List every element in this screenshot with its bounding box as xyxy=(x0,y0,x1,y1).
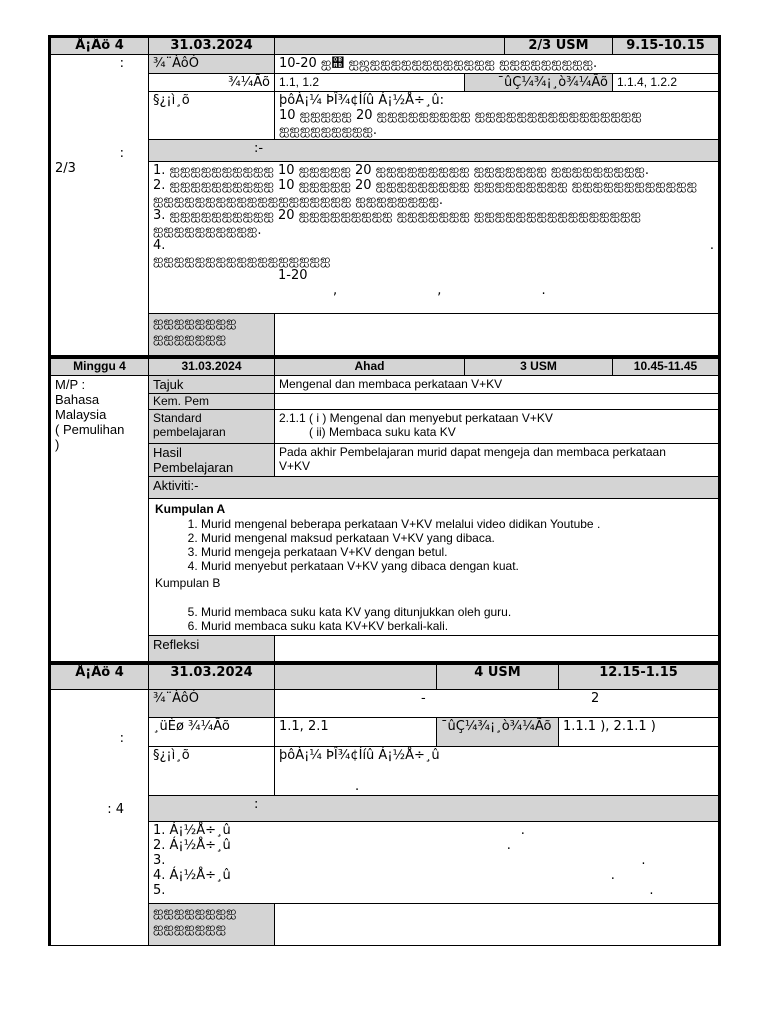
lesson-header-2 xyxy=(50,358,720,376)
week-cell: Å¡Ãö 4 xyxy=(50,664,149,690)
standard-label xyxy=(149,410,275,444)
day-cell xyxy=(275,664,437,690)
activity-item: 5. Murid membaca suku kata KV yang ditunjukkan oleh guru. xyxy=(201,605,712,619)
reflection-value xyxy=(275,904,720,946)
activity-list xyxy=(149,499,720,636)
standard-label-line: pembelajaran xyxy=(153,425,226,439)
left-line: M/P : xyxy=(55,377,86,392)
lesson-header-3 xyxy=(50,664,720,690)
group-b-list xyxy=(155,605,712,633)
left-line: Malaysia xyxy=(55,407,107,422)
activity-item: 1. Murid mengenal beberapa perkataan V+KV melalui video didikan Youtube . xyxy=(201,517,712,531)
class-cell: 2/3 USM xyxy=(505,37,613,55)
topic-value xyxy=(275,690,720,718)
standard-value: 1.1, 1.2 xyxy=(275,74,465,92)
standard-label: ¸üÈø ¾¼Ãõ xyxy=(149,718,275,747)
activity-label: :- xyxy=(149,140,720,162)
activity-item: 2. ஐஐஐஐஐஐஐஐஐஐ 10 ஐஐஐஐஐ 20 ஐஐஐஐஐஐஐஐஐ ஐஐஐஐஐஐஐஐஐ ஐஐஐஐஐஐஐஐஐஐஐஐ xyxy=(153,178,698,193)
objective-label: §¿¡ì¸õ xyxy=(149,92,275,140)
subject-info-cell xyxy=(50,376,149,662)
activity-item: 3. Murid mengeja perkataan V+KV dengan betul. xyxy=(201,545,712,559)
day-cell xyxy=(275,37,505,55)
class-cell: 3 USM xyxy=(465,358,613,376)
standard-value xyxy=(275,410,720,444)
topic-label: Tajuk xyxy=(149,376,275,394)
standard-value: 1.1, 2.1 xyxy=(275,718,437,747)
topic-label: ¾¨ÀôÒ xyxy=(149,55,275,74)
reflection-label: Refleksi xyxy=(149,636,275,662)
left-line: : xyxy=(119,731,124,746)
activity-list: 1. ஐஐஐஐஐஐஐஐஐஐ 10 ஐஐஐஐஐ 20 ஐஐஐஐஐஐஐஐஐ ஐஐஐஐஐஐஐ ஐஐஐஐஐஐஐஐஐ. 2. ஐஐஐஐஐஐஐஐஐஐ 10 ஐஐஐஐஐ 20 ஐஐஐஐஐஐஐஐஐ ஐஐஐஐஐஐஐஐஐ ஐஐஐஐஐஐஐஐஐஐஐஐ ஐஐஐஐஐஐஐஐஐஐஐஐஐஐஐஐஐஐஐ ஐஐஐஐஐஐஐஐ. 3. ஐஐஐஐஐஐஐஐஐஐ 20 ஐஐஐஐஐஐஐஐஐ ஐஐஐஐஐஐஐ ஐஐஐஐஐஐஐஐஐஐஐஐஐஐஐஐ ஐஐஐஐஐஐஐஐஐஐ. 4. . ஐஐஐஐஐஐஐஐஐஐஐஐஐஐஐஐஐ 1-20 , , . xyxy=(149,162,720,314)
subject-info-cell xyxy=(50,55,149,356)
reflection-value xyxy=(275,314,720,356)
week-cell: Minggu 4 xyxy=(50,358,149,376)
reflection-value xyxy=(275,636,720,662)
objective-value-line: Pada akhir Pembelajaran murid dapat mengeja dan membaca perkataan xyxy=(279,445,666,459)
day-cell: Ahad xyxy=(275,358,465,376)
left-line: ( Pemulihan xyxy=(55,422,125,437)
objective-value xyxy=(275,92,720,140)
objective-value: þôÀ¡¼ ÞÎ¾¢Ííû Á¡½Å÷¸û . xyxy=(275,747,720,796)
topic-dash: - xyxy=(421,691,426,706)
topic-number: 2 xyxy=(591,691,600,706)
time-cell: 12.15-1.15 xyxy=(559,664,720,690)
activity-item: 1-20 xyxy=(278,268,308,283)
subject-info-cell xyxy=(50,690,149,946)
activity-item: 1. ஐஐஐஐஐஐஐஐஐஐ 10 ஐஐஐஐஐ 20 ஐஐஐஐஐஐஐஐஐ ஐஐஐஐஐஐஐ ஐஐஐஐஐஐஐஐஐ. xyxy=(153,163,649,178)
activity-list: 1. Á¡½Å÷¸û . 2. Á¡½Å÷¸û . 3. . 4. Á¡½Å÷¸û . 5. . xyxy=(149,822,720,904)
learning-standard-label: ¯ûÇ¼¾¡¸ò¾¼Ãõ xyxy=(465,74,613,92)
group-b-title: Kumpulan B xyxy=(155,576,221,590)
lesson-table-1 xyxy=(48,35,721,356)
learning-standard-value: 1.1.4, 1.2.2 xyxy=(613,74,720,92)
lesson-table-3 xyxy=(48,662,721,946)
left-line: Bahasa xyxy=(55,392,100,407)
activity-item: 1. Á¡½Å÷¸û xyxy=(153,823,231,838)
topic-value: Mengenal dan membaca perkataan V+KV xyxy=(275,376,720,394)
reflection-label: ஐஐஐஐஐஐஐஐ ஐஐஐஐஐஐஐ xyxy=(149,904,275,946)
topic-label: ¾¨ÀôÒ xyxy=(149,690,275,718)
reflection-label: ஐஐஐஐஐஐஐஐ ஐஐஐஐஐஐஐ xyxy=(149,314,275,356)
time-cell: 10.45-11.45 xyxy=(613,358,720,376)
standard-value-line: ( ii) Membaca suku kata KV xyxy=(309,425,456,439)
topic-value: 10-20 ஐ஫ ஐஜஐஐஐஐஐஐஐஐஐஐஐஐ ஐஐஐஐஐஐஐஐஐ. xyxy=(275,55,720,74)
date-cell: 31.03.2024 xyxy=(149,358,275,376)
activity-label: : xyxy=(149,796,720,822)
standard-label-line: Standard xyxy=(153,411,202,425)
objective-value-line: V+KV xyxy=(279,459,311,473)
objective-line: 10 ஐஐஐஐஐ 20 ஐஐஐஐஐஐஐஐஐ ஐஐஐஐஐஐஐஐஐஐஐஐஐஐஐஐ ஐஐஐஐஐஐஐஐஐ. xyxy=(279,108,642,138)
kem-label: Kem. Pem xyxy=(149,394,275,410)
kem-value xyxy=(275,394,720,410)
objective-label-line: Pembelajaran xyxy=(153,460,234,475)
group-a-title: Kumpulan A xyxy=(155,502,226,516)
activity-item: 3. xyxy=(153,853,166,868)
lesson-table-2 xyxy=(48,356,721,662)
left-line: 2/3 xyxy=(55,161,76,176)
activity-item: ஐஐஐஐஐஐஐஐஐஐஐஐஐஐஐஐஐ xyxy=(153,253,331,268)
lesson-header-1 xyxy=(50,37,720,55)
objective-line: þôÀ¡¼ ÞÎ¾¢Ííû Á¡½Å÷¸û: xyxy=(279,93,445,108)
class-cell: 4 USM xyxy=(437,664,559,690)
standard-label: ¾¼Ãõ xyxy=(149,74,275,92)
standard-value-line: 2.1.1 ( i ) Mengenal dan menyebut perkataan V+KV xyxy=(279,411,553,425)
objective-value xyxy=(275,444,720,477)
objective-label-line: Hasil xyxy=(153,445,182,460)
activity-item: 5. xyxy=(153,883,166,898)
activity-item: 6. Murid membaca suku kata KV+KV berkali-kali. xyxy=(201,619,712,633)
left-line: ) xyxy=(55,437,60,452)
week-cell: Å¡Ãö 4 xyxy=(50,37,149,55)
activity-item: 4. Á¡½Å÷¸û xyxy=(153,868,231,883)
date-cell: 31.03.2024 xyxy=(149,664,275,690)
activity-item: 4. xyxy=(153,238,166,253)
learning-standard-value: 1.1.1 ), 2.1.1 ) xyxy=(559,718,720,747)
activity-label: Aktiviti:- xyxy=(149,477,720,499)
left-line: : xyxy=(119,146,124,161)
activity-item: 3. ஐஐஐஐஐஐஐஐஐஐ 20 ஐஐஐஐஐஐஐஐஐ ஐஐஐஐஐஐஐ ஐஐஐஐஐஐஐஐஐஐஐஐஐஐஐஐ ஐஐஐஐஐஐஐஐஐஐ. xyxy=(153,208,641,238)
objective-line: þôÀ¡¼ ÞÎ¾¢Ííû Á¡½Å÷¸û xyxy=(279,748,440,763)
activity-item: ஐஐஐஐஐஐஐஐஐஐஐஐஐஐஐஐஐஐஐ ஐஐஐஐஐஐஐஐ. xyxy=(153,193,444,208)
left-line: : 4 xyxy=(107,802,124,817)
activity-item: 2. Murid mengenal maksud perkataan V+KV yang dibaca. xyxy=(201,531,712,545)
date-cell: 31.03.2024 xyxy=(149,37,275,55)
group-a-list xyxy=(155,517,712,573)
left-line: : xyxy=(119,56,124,71)
objective-label xyxy=(149,444,275,477)
activity-item: 2. Á¡½Å÷¸û xyxy=(153,838,231,853)
lesson-plan-page xyxy=(48,35,718,946)
activity-item: 4. Murid menyebut perkataan V+KV yang dibaca dengan kuat. xyxy=(201,559,712,573)
time-cell: 9.15-10.15 xyxy=(613,37,720,55)
objective-label: §¿¡ì¸õ xyxy=(149,747,275,796)
learning-standard-label: ¯ûÇ¼¾¡¸ò¾¼Ãõ xyxy=(437,718,559,747)
